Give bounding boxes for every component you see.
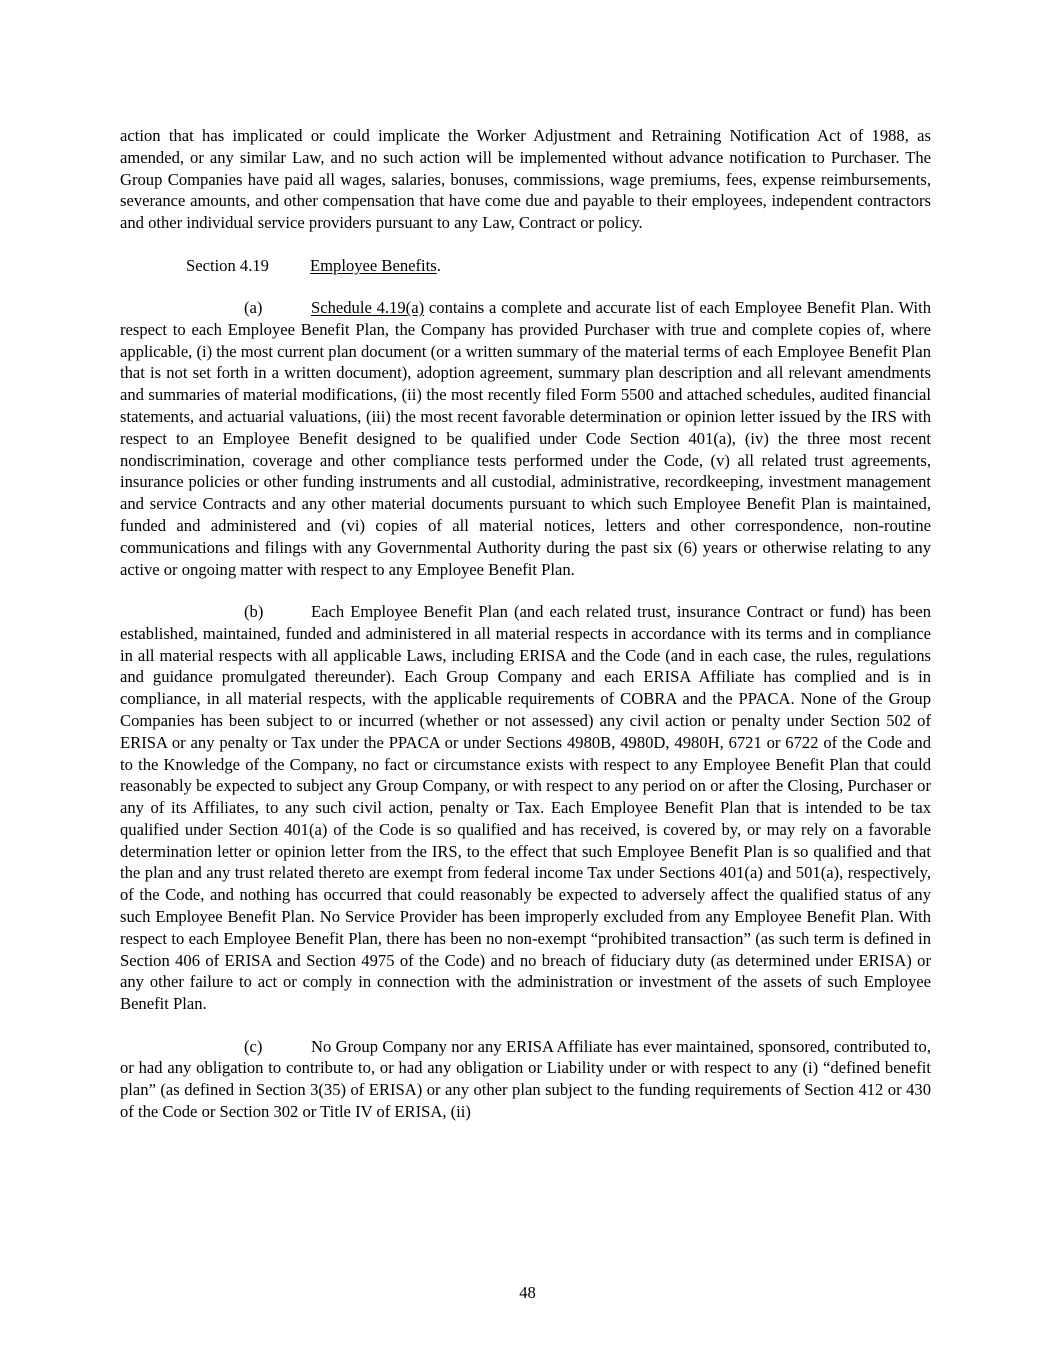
paragraph-a-label: (a) xyxy=(244,297,263,317)
paragraph-b xyxy=(120,601,931,1015)
section-number: Section 4.19 xyxy=(186,255,269,275)
paragraph-b-text: Each Employee Benefit Plan (and each related trust, insurance Contract or fund) has been established, maintained, funded and administered in all material respects in accordance with its terms and in compliance in all material respects with all applicable Laws, including ERISA and the Code (and in each case, the rules, regulations and guidance promulgated thereunder). Each Group Company and each ERISA Affiliate has complied and is in compliance, in all material respects, with the applicable requirements of COBRA and the PPACA. None of the Group Companies has been subject to or incurred (whether or not assessed) any civil action or penalty under Section 502 of ERISA or any penalty or Tax under the PPACA or under Sections 4980B, 4980D, 4980H, 6721 or 6722 of the Code and to the Knowledge of the Company, no fact or circumstance exists with respect to any Employee Benefit Plan that could reasonably be expected to subject any Group Company, or with respect to any period on or after the Closing, Purchaser or any of its Affiliates, to any such civil action, penalty or Tax. Each Employee Benefit Plan that is intended to be tax qualified under Section 401(a) of the Code is so qualified and has received, is covered by, or may rely on a favorable determination letter or opinion letter from the IRS, to the effect that such Employee Benefit Plan is so qualified and that the plan and any trust related thereto are exempt from federal income Tax under Sections 401(a) and 501(a), respectively, of the Code, and nothing has occurred that could reasonably be expected to adversely affect the qualified status of any such Employee Benefit Plan. No Service Provider has been improperly excluded from any Employee Benefit Plan. With respect to each Employee Benefit Plan, there has been no non-exempt “prohibited transaction” (as such term is defined in Section 406 of ERISA and Section 4975 of the Code) and no breach of fiduciary duty (as determined under ERISA) or any other failure to act or comply in connection with the administration or investment of the assets of such Employee Benefit Plan. xyxy=(120,601,931,1014)
intro-paragraph: action that has implicated or could implicate the Worker Adjustment and Retraining Notification Act of 1988, as amended, or any similar Law, and no such action will be implemented without advance notification to Purchaser. The Group Companies have paid all wages, salaries, bonuses, commissions, wage premiums, fees, expense reimbursements, severance amounts, and other compensation that have come due and payable to their employees, independent contractors and other individual service providers pursuant to any Law, Contract or policy. xyxy=(120,126,931,233)
paragraph-b-label: (b) xyxy=(244,601,264,621)
paragraph-a-text: contains a complete and accurate list of each Employee Benefit Plan. With respect to each Employee Benefit Plan, the Company has provided Purchaser with true and complete copies of, where applicable, (i) the most current plan document (or a written summary of the material terms of each Employee Benefit Plan that is not set forth in a written document), adoption agreement, summary plan description and all relevant amendments and summaries of material modifications, (ii) the most recently filed Form 5500 and attached schedules, audited financial statements, and actuarial valuations, (iii) the most recent favorable determination or opinion letter issued by the IRS with respect to an Employee Benefit designed to be qualified under Code Section 401(a), (iv) the three most recent nondiscrimination, coverage and other compliance tests performed under the Code, (v) all related trust agreements, insurance policies or other funding instruments and all custodial, administrative, recordkeeping, investment management and service Contracts and any other material documents pursuant to which such Employee Benefit Plan is maintained, funded and administered and (vi) copies of all material notices, letters and other correspondence, non-routine communications and filings with any Governmental Authority during the past six (6) years or otherwise relating to any active or ongoing matter with respect to any Employee Benefit Plan. xyxy=(120,297,931,579)
section-title: Employee Benefits xyxy=(310,255,437,275)
section-heading xyxy=(120,255,931,277)
paragraph-c-text: No Group Company nor any ERISA Affiliate has ever maintained, sponsored, contributed to, or had any obligation to contribute to, or had any obligation or Liability under or with respect to any (i) “defined benefit plan” (as defined in Section 3(35) of ERISA) or any other plan subject to the funding requirements of Section 412 or 430 of the Code or Section 302 or Title IV of ERISA, (ii) xyxy=(120,1036,931,1122)
paragraph-c-label: (c) xyxy=(244,1036,263,1056)
document-page xyxy=(120,125,931,1123)
page-number: 48 xyxy=(519,1283,536,1302)
paragraph-a xyxy=(120,297,931,580)
schedule-reference: Schedule 4.19(a) xyxy=(311,297,425,317)
section-title-suffix: . xyxy=(436,255,441,275)
paragraph-c xyxy=(120,1036,931,1123)
